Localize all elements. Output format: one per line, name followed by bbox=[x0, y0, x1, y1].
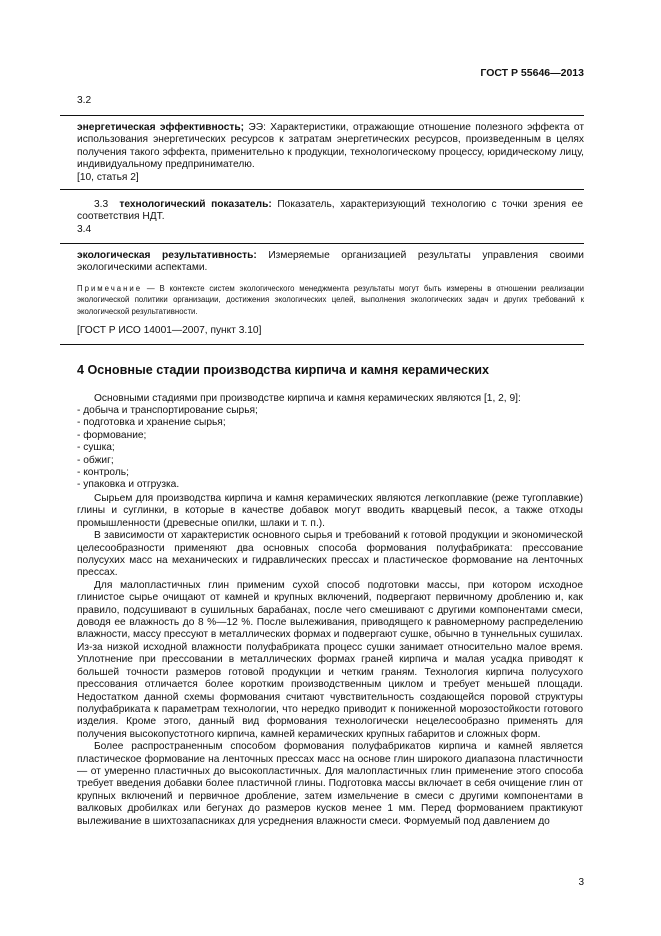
section-4-heading: 4 Основные стадии производства кирпича и камня керамических bbox=[77, 363, 490, 377]
clause-3-4-reference: [ГОСТ Р ИСО 14001—2007, пункт 3.10] bbox=[77, 325, 262, 337]
paragraph-plastic-forming: Более распространенным способом формования полуфабрикатов кирпича и камней является пластическое формование на ленточных прессах масс на основе глин широкого диапазона пластичности — от умеренно пластичных до высокопластичных. Для малопластичных глин применение этого способа требует введения добавки более пластичной глины. Подготовка массы включает в себя очищение глин от крупных включений и первичное дробление, затем измельчение в смеси с другими компонентами в валковых дробилках или бегунах до размеров кусков менее 1 мм. Перед формованием практикуют вылеживание в шихтозапасниках для усреднения влажности смеси. Формуемый под давлением до bbox=[77, 741, 583, 827]
stages-list bbox=[77, 405, 258, 492]
list-item: - подготовка и хранение сырья; bbox=[77, 417, 226, 429]
clause-3-3-number: 3.3 bbox=[94, 199, 109, 210]
clause-3-2-term: энергетическая эффективность; bbox=[77, 122, 245, 133]
clause-3-2-definition: энергетическая эффективность; ЭЭ: Характеристики, отражающие отношение полезного эффекта от использования энергетических ресурсов к затратам энергетических ресурсов, произведенным в целях получения такого эффекта, применительно к продукции, технологическому процессу, юридическому лицу, индивидуальному предпринимателю. bbox=[77, 122, 584, 171]
page-number: 3 bbox=[578, 877, 584, 888]
paragraph-dry-pressing: Для малопластичных глин применим сухой способ подготовки массы, при котором исходное глинистое сырье очищают от камней и крупных включений, подвергают первичному дроблению и, как правило, подсушивают в сушильных барабанах, после чего смешивают с другими компонентами смеси, доводя ее влажность до 8 %—12 %. После вылеживания, приводящего к равномерному распределению влажности, массу прессуют в металлических формах и подвергают сушке, обычно в туннельных сушилах. Из-за низкой исходной влажности полуфабриката процесс сушки занимает относительно малое время. Уплотнение при прессовании в металлических формах граней кирпича и малая усадка приводят к большей точности размеров готовой продукции и четким граням. Технология кирпича полусухого прессования отличается более коротким производственным циклом и требует меньшей площади. Недостатком данной схемы формования считают чувствительность создающейся поровой структуры полуфабриката к параметрам технологии, что нередко приводит к пониженной морозостойкости готового изделия. Кроме этого, данный вид формования технологически нецелесообразно применять для получения высокопустотного кирпича, камней керамических крупных габаритов и сложных форм. bbox=[77, 579, 583, 740]
standard-header: ГОСТ Р 55646—2013 bbox=[480, 67, 584, 79]
list-item: - добыча и транспортирование сырья; bbox=[77, 405, 258, 416]
clause-3-2-number: 3.2 bbox=[77, 95, 92, 106]
section-4-intro: Основными стадиями при производстве кирпича и камня керамических являются [1, 2, 9]: bbox=[94, 393, 521, 404]
clause-3-4-term: экологическая результативность: bbox=[77, 250, 257, 261]
list-item: - формование; bbox=[77, 429, 147, 441]
clause-3-4-definition: экологическая результативность: Измеряемые организацией результаты управления своими экологическими аспектами. bbox=[77, 250, 584, 274]
list-item: - сушка; bbox=[77, 442, 115, 454]
list-item: - обжиг; bbox=[77, 454, 114, 466]
note-label: Примечание bbox=[77, 283, 143, 293]
list-item: - контроль; bbox=[77, 467, 129, 479]
paragraph-forming-methods: В зависимости от характеристик основного сырья и требований к готовой продукции и экономической целесообразности применяют два основных способа формования полуфабриката: прессование полусухих масс на механических и гидравлических прессах и пластическое формование на ленточных прессах. bbox=[77, 530, 583, 579]
clause-3-4-box bbox=[60, 243, 584, 345]
list-item: - упаковка и отгрузка. bbox=[77, 479, 180, 491]
paragraph-raw-materials: Сырьем для производства кирпича и камня керамических являются легкоплавкие (реже тугоплавкие) глины и суглинки, в которые в качестве добавок могут вводить кварцевый песок, а также отходы промышленности (древесные опилки, шлаки и т. п.). bbox=[77, 493, 583, 529]
clause-3-2-box bbox=[60, 115, 584, 190]
clause-3-3-definition: Показатель, характеризующий технологию с точки зрения ее соответствия НДТ. bbox=[77, 199, 584, 223]
clause-3-2-reference: [10, статья 2] bbox=[77, 171, 139, 183]
clause-3-3 bbox=[77, 199, 583, 224]
clause-3-4-number: 3.4 bbox=[77, 224, 92, 235]
clause-3-3-term: технологический показатель: bbox=[119, 199, 272, 210]
clause-3-4-note: Примечание — В контексте систем экологического менеджмента результаты могут быть измерены в отношении реализации экологической политики организации, достижения экологических целей, выполнения экологических задач и других требований к экологической результативности. bbox=[77, 283, 584, 316]
body-text bbox=[77, 493, 583, 828]
